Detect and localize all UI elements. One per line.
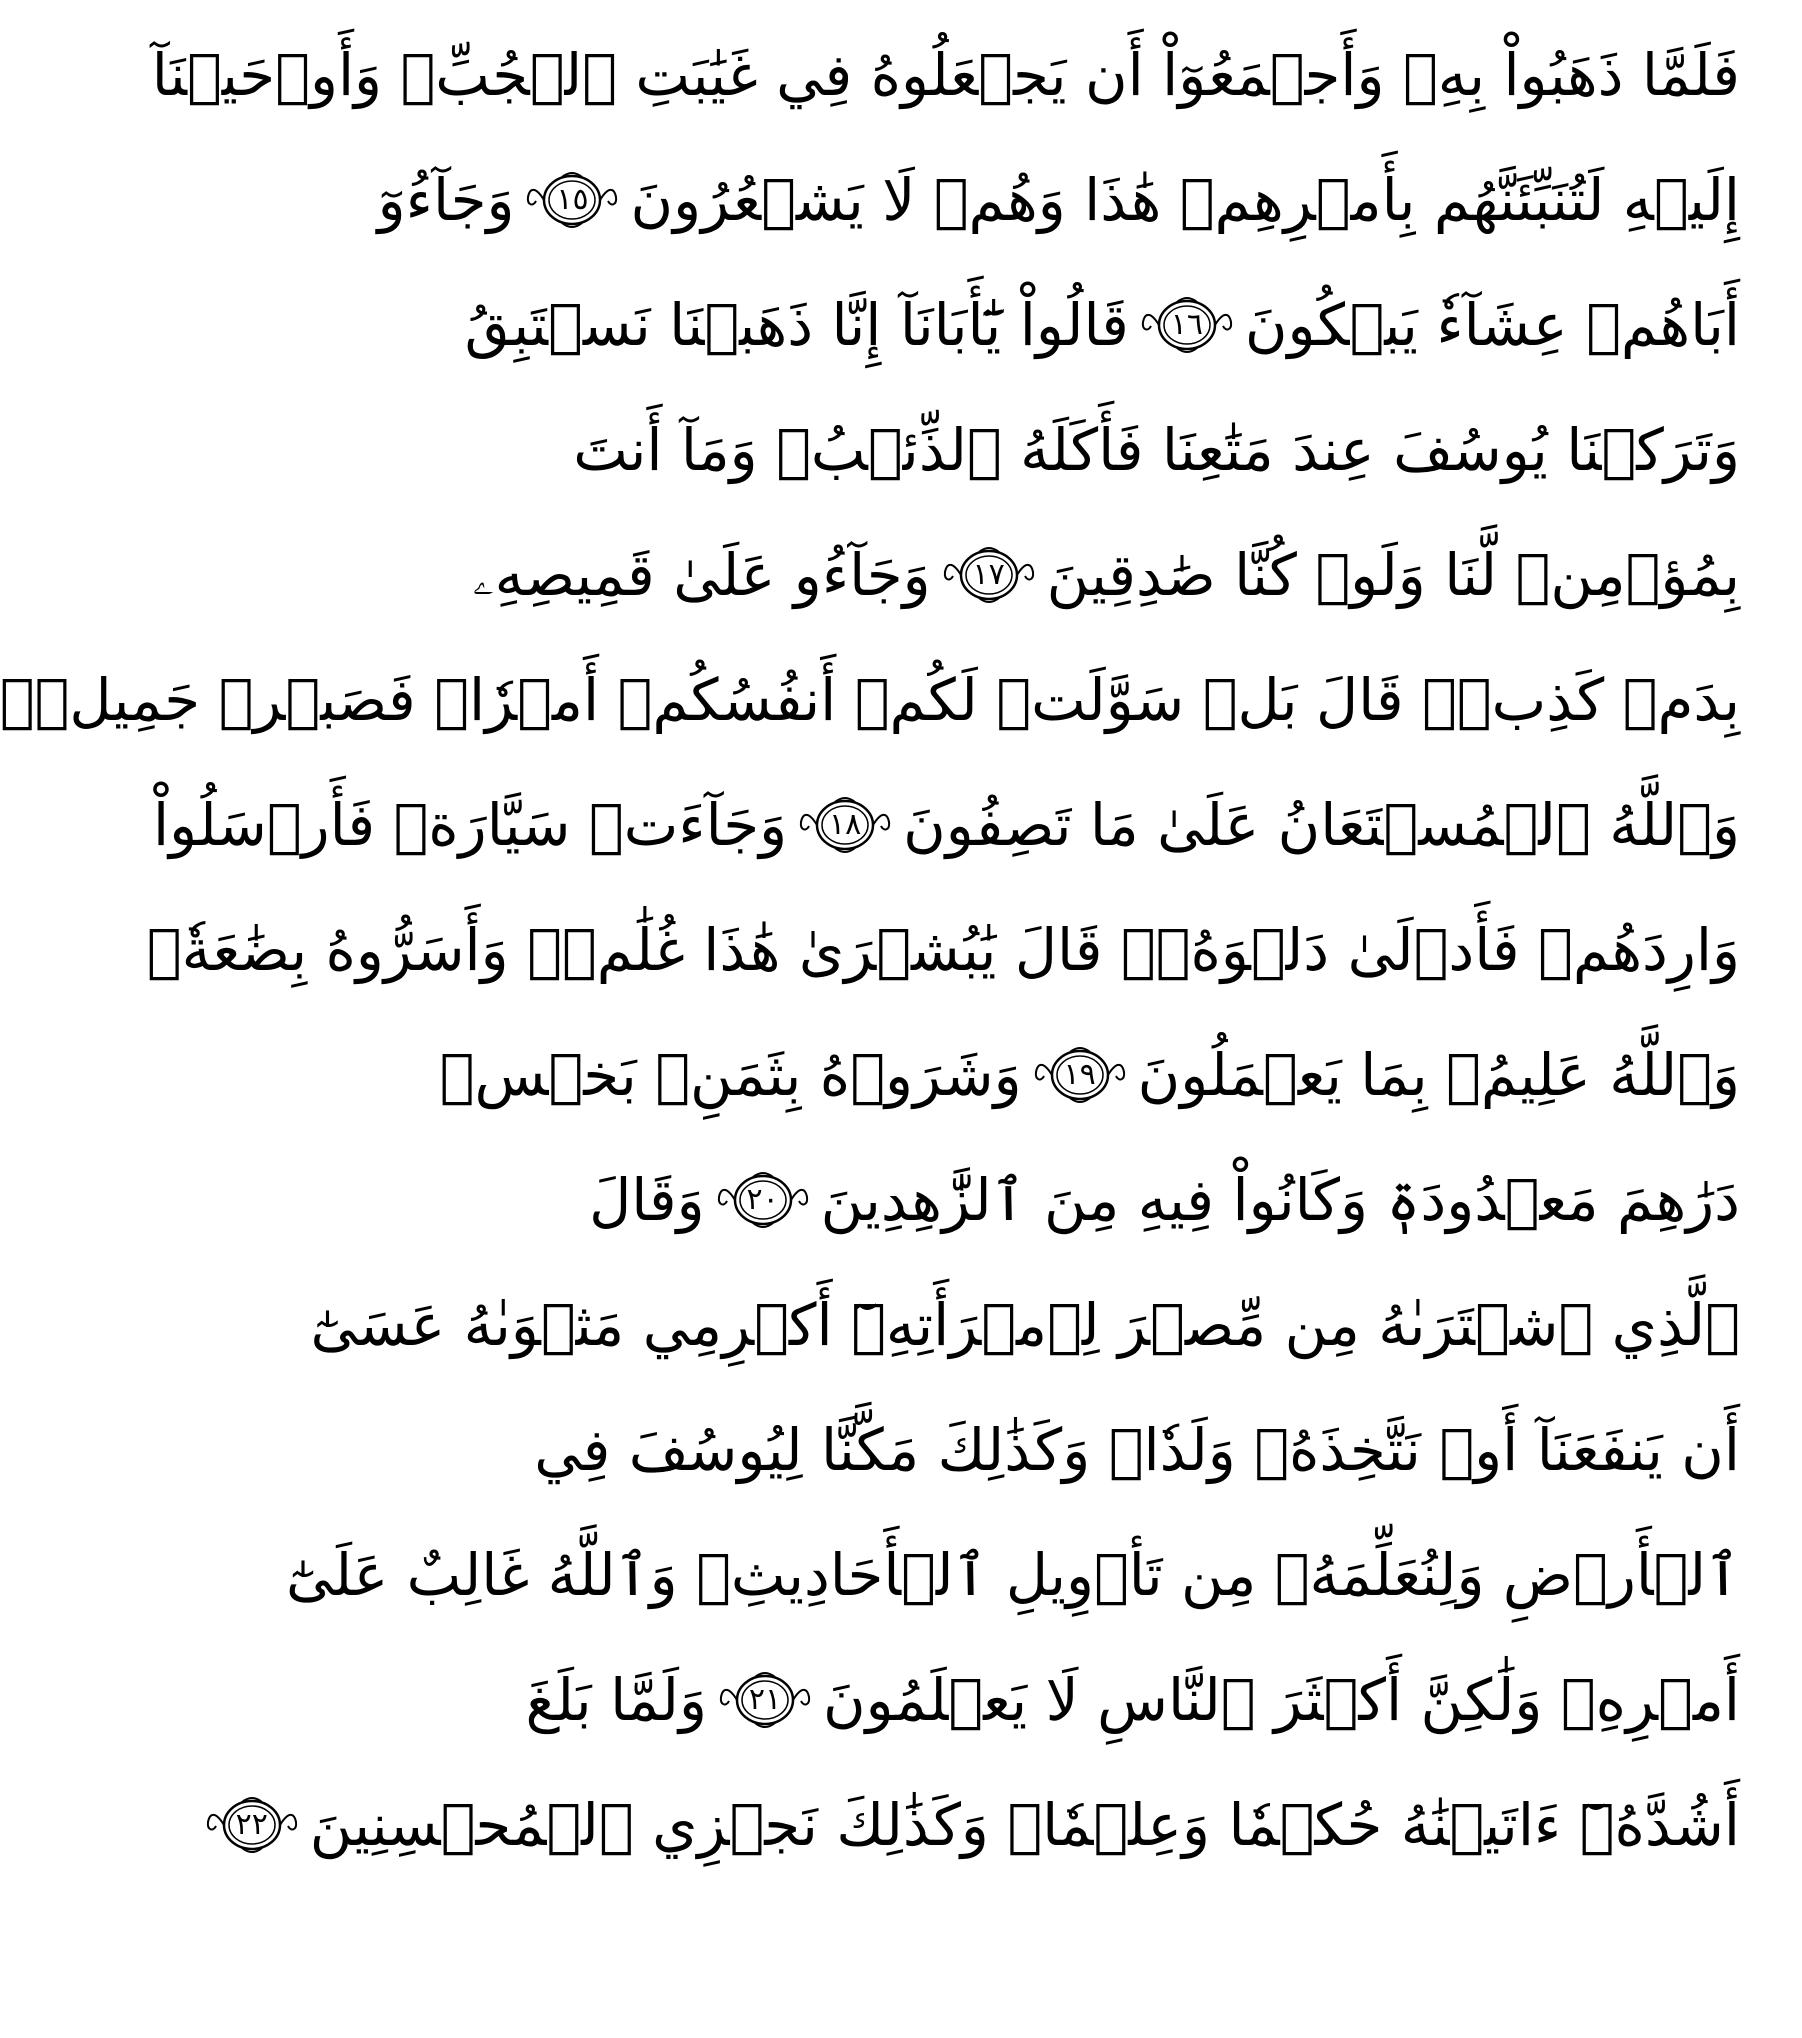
ayah-number: ٢٠ (746, 1181, 779, 1217)
text-line (525, 1637, 1740, 1762)
ayah-number-marker (717, 1667, 813, 1733)
verse-text: وَتَرَكۡنَا يُوسُفَ عِندَ مَتَٰعِنَا فَأَكَلَهُ ٱلذِّئۡبُۖ وَمَآ أَنتَ (573, 415, 1740, 484)
verse-text: أَشُدَّهُۥٓ ءَاتَيۡنَٰهُ حُكۡمٗا وَعِلۡمٗاۚ وَكَذَٰلِكَ نَجۡزِي ٱلۡمُحۡسِنِينَ (309, 1790, 1740, 1859)
verse-text: وَشَرَوۡهُ بِثَمَنِۭ بَخۡسٖ (439, 1040, 1022, 1109)
verse-text: فَلَمَّا ذَهَبُواْ بِهِۦ وَأَجۡمَعُوٓاْ أَن يَجۡعَلُوهُ فِي غَيَٰبَتِ ٱلۡجُبِّۚ وَأَوۡحَيۡنَآ (151, 40, 1740, 109)
text-line (472, 512, 1740, 637)
text-line (152, 762, 1740, 887)
verse-text: وَلَمَّا بَلَغَ (525, 1665, 707, 1734)
ayah-number: ٢٢ (235, 1806, 268, 1842)
ayah-number: ١٩ (1063, 1056, 1096, 1092)
text-line (464, 262, 1740, 387)
verse-text: وَارِدَهُمۡ فَأَدۡلَىٰ دَلۡوَهُۥۖ قَالَ يَٰبُشۡرَىٰ هَٰذَا غُلَٰمٞۚ وَأَسَرُّوهُ بِضَٰعَةٗۚ (146, 915, 1740, 984)
text-line (286, 1512, 1740, 1637)
text-line (534, 1387, 1740, 1512)
text-line (439, 1012, 1740, 1137)
ayah-number: ٢١ (748, 1681, 782, 1717)
text-line (377, 137, 1740, 262)
text-line (310, 1262, 1740, 1387)
ayah-number: ١٥ (556, 181, 589, 217)
ayah-number-marker (204, 1792, 300, 1858)
text-line (573, 387, 1740, 512)
ayah-number: ١٨ (829, 806, 862, 842)
verse-text: وَجَآءُوٓ (377, 165, 515, 234)
verse-text: أَمۡرِهِۦ وَلَٰكِنَّ أَكۡثَرَ ٱلنَّاسِ لَا يَعۡلَمُونَ (822, 1665, 1740, 1734)
verse-text: قَالُواْ يَٰٓأَبَانَآ إِنَّا ذَهَبۡنَا نَسۡتَبِقُ (464, 290, 1129, 359)
verse-text: أَن يَنفَعَنَآ أَوۡ نَتَّخِذَهُۥ وَلَدٗاۚ وَكَذَٰلِكَ مَكَّنَّا لِيُوسُفَ فِي (534, 1415, 1740, 1484)
ayah-number-marker (715, 1167, 811, 1233)
verse-text: ٱلۡأَرۡضِ وَلِنُعَلِّمَهُۥ مِن تَأۡوِيلِ ٱلۡأَحَادِيثِۚ وَٱللَّهُ غَالِبٌ عَلَىٰٓ (286, 1540, 1740, 1609)
verse-text: وَٱللَّهُ عَلِيمُۢ بِمَا يَعۡمَلُونَ (1137, 1040, 1740, 1109)
ayah-number-marker (941, 542, 1037, 608)
verse-text: بِمُؤۡمِنٖ لَّنَا وَلَوۡ كُنَّا صَٰدِقِينَ (1046, 540, 1740, 609)
ayah-number-marker (524, 167, 620, 233)
text-line (235, 1762, 1740, 1887)
verse-text: أَبَاهُمۡ عِشَآءٗ يَبۡكُونَ (1244, 290, 1740, 359)
verse-text: وَجَآءَتۡ سَيَّارَةٞ فَأَرۡسَلُواْ (152, 790, 788, 859)
verse-text: إِلَيۡهِ لَتُنَبِّئَنَّهُم بِأَمۡرِهِمۡ هَٰذَا وَهُمۡ لَا يَشۡعُرُونَ (630, 165, 1740, 234)
ayah-number-marker (797, 792, 893, 858)
text-line (0, 637, 1740, 762)
ayah-number: ١٧ (972, 556, 1005, 592)
verse-text: وَٱللَّهُ ٱلۡمُسۡتَعَانُ عَلَىٰ مَا تَصِفُونَ (903, 790, 1740, 859)
ayah-number-marker (1139, 292, 1235, 358)
text-line (146, 887, 1740, 1012)
verse-text: ٱلَّذِي ٱشۡتَرَىٰهُ مِن مِّصۡرَ لِٱمۡرَأَتِهِۦٓ أَكۡرِمِي مَثۡوَىٰهُ عَسَىٰٓ (310, 1290, 1740, 1359)
verse-text: وَقَالَ (589, 1165, 705, 1234)
verse-text: بِدَمٖ كَذِبٖۚ قَالَ بَلۡ سَوَّلَتۡ لَكُمۡ أَنفُسُكُمۡ أَمۡرٗاۖ فَصَبۡرٞ جَمِيلٞۖ (0, 665, 1740, 734)
verse-text: دَرَٰهِمَ مَعۡدُودَةٖ وَكَانُواْ فِيهِ مِنَ ٱلزَّٰهِدِينَ (820, 1165, 1740, 1234)
text-line (151, 12, 1740, 137)
text-line (589, 1137, 1740, 1262)
ayah-number-marker (1032, 1042, 1128, 1108)
ayah-number: ١٦ (1170, 306, 1203, 342)
verse-text: وَجَآءُو عَلَىٰ قَمِيصِهِۦ (472, 540, 931, 609)
